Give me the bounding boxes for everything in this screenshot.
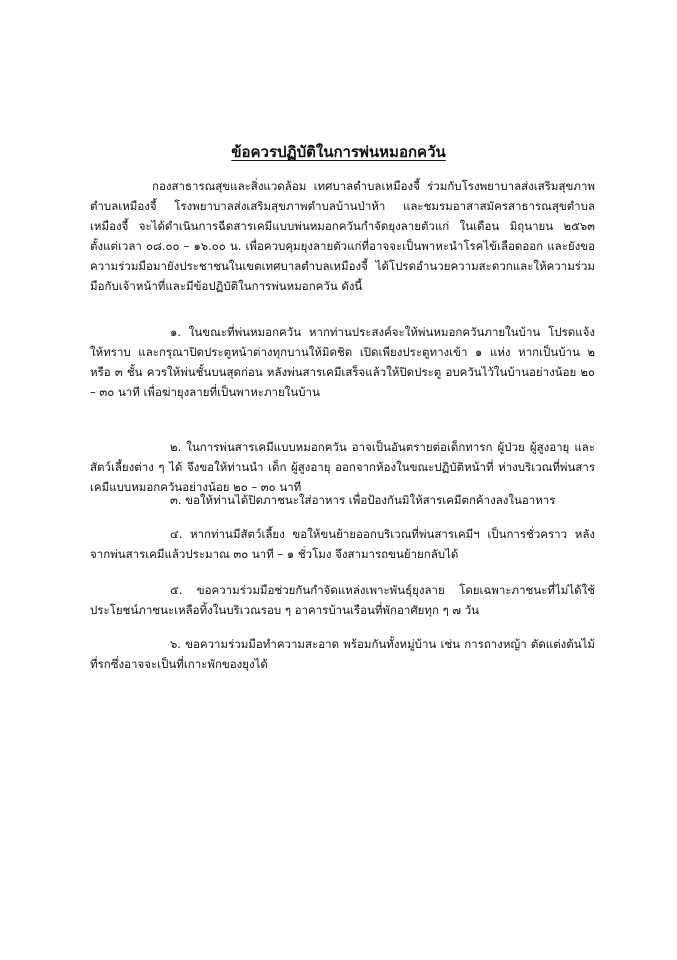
document-title: ข้อควรปฏิบัติในการพ่นหมอกควัน xyxy=(231,143,446,161)
item-1: ๑. ในขณะที่พ่นหมอกควัน หากท่านประสงค์จะให้พ่นหมอกควันภายในบ้าน โปรดแจ้งให้ทราบ และกรุณาปิดประตูหน้าต่างทุกบานให้มิดชิด เปิดเพียงประตูทางเข้า ๑ แห่ง หากเป็นบ้าน ๒ หรือ ๓ ชั้น ควรให้พ่นชั้นบนสุดก่อน หลังพ่นสารเคมีเสร็จแล้วให้ปิดประตู อบควันไว้ในบ้านอย่างน้อย ๒๐ – ๓๐ นาที เพื่อฆ่ายุงลายที่เป็นพาหะภายในบ้าน xyxy=(90,325,595,399)
item-2: ๒. ในการพ่นสารเคมีแบบหมอกควัน อาจเป็นอันตรายต่อเด็กทารก ผู้ป่วย ผู้สูงอายุ และสัตว์เลี้ยงต่าง ๆ ได้ จึงขอให้ท่านนำ เด็ก ผู้สูงอายุ ออกจากห้องในขณะปฏิบัติหน้าที่ ห่างบริเวณที่พ่นสารเคมีแบบหมอกควันอย่างน้อย ๒๐ – ๓๐ นาที xyxy=(90,440,595,494)
item-4: ๔. หากท่านมีสัตว์เลี้ยง ขอให้ขนย้ายออกบริเวณที่พ่นสารเคมีฯ เป็นการชั่วคราว หลังจากพ่นสารเคมีแล้วประมาณ ๓๐ นาที – ๑ ชั่วโมง จึงสามารถขนย้ายกลับได้ xyxy=(90,527,595,561)
item-6: ๖. ขอความร่วมมือทำความสะอาด พร้อมกันทั้งหมู่บ้าน เช่น การถางหญ้า ตัดแต่งต้นไม้ที่รกซึ่งอาจจะเป็นที่เกาะพักของยุงได้ xyxy=(90,637,595,671)
item-3: ๓. ขอให้ท่านได้ปิดภาชนะใส่อาหาร เพื่อป้องกันมิให้สารเคมีตกค้างลงในอาหาร xyxy=(170,493,556,507)
intro-paragraph: กองสาธารณสุขและสิ่งแวดล้อม เทศบาลตำบลเหมืองจี้ ร่วมกับโรงพยาบาลส่งเสริมสุขภาพตำบลเหมืองจี้ โรงพยาบาลส่งเสริมสุขภาพตำบลบ้านป่าห้า และชมรมอาสาสมัครสาธารณสุขตำบลเหมืองจี้ จะได้ดำเนินการฉีดสารเคมีแบบพ่นหมอกควันกำจัดยุงลายตัวแก่ ในเดือน มิถุนายน ๒๕๖๓ ตั้งแต่เวลา ๐๘.๐๐ – ๑๖.๐๐ น. เพื่อควบคุมยุงลายตัวแก่ที่อาจจะเป็นพาหะนำโรคไข้เลือดออก และยังขอความร่วมมือมายังประชาชนในเขตเทศบาลตำบลเหมืองจี้ ได้โปรดอำนวยความสะดวกและให้ความร่วมมือกับเจ้าหน้าที่และมีข้อปฏิบัติในการพ่นหมอกควัน ดังนี้ xyxy=(90,179,595,293)
item-5: ๕. ขอความร่วมมือช่วยกันกำจัดแหล่งเพาะพันธุ์ยุงลาย โดยเฉพาะภาชนะที่ไม่ได้ใช้ประโยชน์ภาชนะเหลือทิ้งในบริเวณรอบ ๆ อาคารบ้านเรือนที่พักอาศัยทุก ๆ ๗ วัน xyxy=(90,583,595,617)
